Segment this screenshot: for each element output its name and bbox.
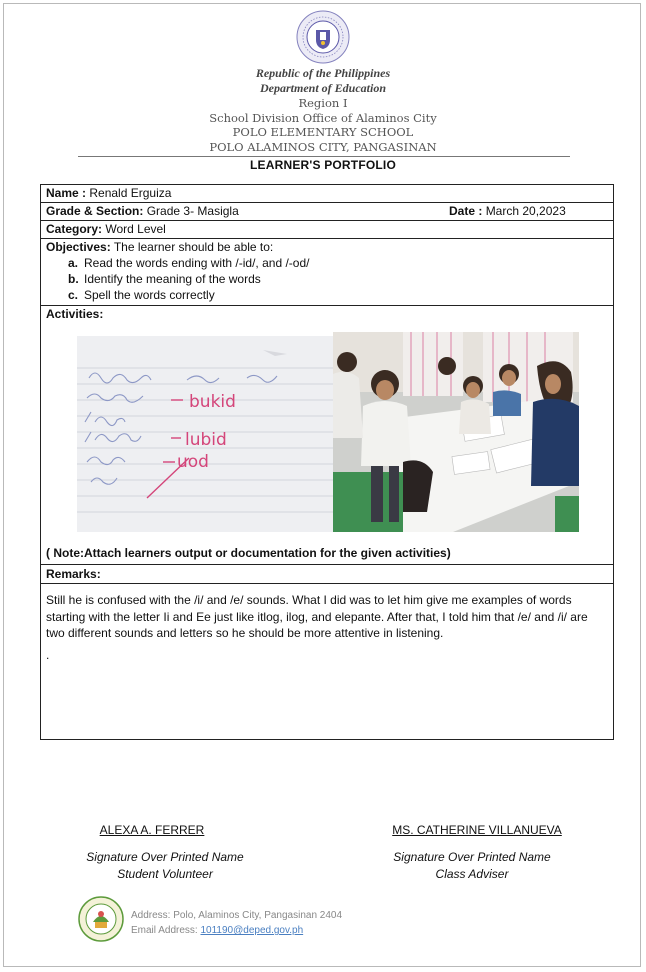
role-caption: Student Volunteer (117, 867, 213, 881)
objective-letter: b. (68, 272, 79, 286)
class-adviser-name: MS. CATHERINE VILLANUEVA (392, 823, 562, 837)
list-item (68, 255, 608, 271)
letterhead (0, 66, 646, 154)
email-label: Email Address: (131, 925, 198, 936)
category-label: Category: (46, 222, 103, 236)
objectives-row (41, 239, 613, 306)
name-label: Name : (46, 186, 87, 200)
category-row (41, 221, 613, 239)
list-item (68, 271, 608, 287)
worksheet-photo (77, 336, 333, 532)
category-value: Word Level (105, 222, 166, 236)
header-divider (78, 156, 570, 157)
role-caption: Class Adviser (435, 867, 509, 881)
email-link[interactable]: 101190@deped.gov.ph (200, 925, 304, 936)
objective-letter: a. (68, 256, 79, 270)
region-line: Region I (298, 96, 348, 110)
page-title: LEARNER'S PORTFOLIO (250, 158, 396, 172)
remarks-label: Remarks: (41, 565, 613, 584)
footer-email-line (131, 923, 342, 938)
signature-caption: Signature Over Printed Name (393, 850, 551, 864)
handwriting-word: uod (177, 452, 209, 472)
student-volunteer-name: ALEXA A. FERRER (99, 823, 205, 837)
grade-label: Grade & Section: (46, 204, 144, 218)
school-line: POLO ELEMENTARY SCHOOL (232, 125, 414, 139)
name-row (41, 185, 613, 203)
objective-letter: c. (68, 288, 79, 302)
activities-section (41, 306, 613, 565)
remarks-dot: . (46, 647, 50, 662)
name-value: Renald Erguiza (89, 186, 172, 200)
list-item (68, 287, 608, 303)
signature-left-caption (60, 849, 270, 883)
grade-date-row (41, 203, 613, 221)
portfolio-form (40, 184, 614, 740)
republic-line: Republic of the Philippines (255, 66, 391, 80)
department-line: Department of Education (259, 81, 386, 95)
grade-value: Grade 3- Masigla (146, 204, 239, 218)
objectives-label: Objectives: (46, 240, 111, 254)
date-field (449, 204, 566, 219)
address-line: POLO ALAMINOS CITY, PANGASINAN (209, 139, 437, 154)
footer-contact (131, 908, 342, 938)
school-logo (78, 896, 124, 942)
signature-left (70, 822, 234, 838)
classroom-photo (333, 332, 579, 532)
objective-text: Spell the words correctly (84, 288, 215, 302)
objectives-intro: The learner should be able to: (113, 240, 274, 254)
objective-text: Read the words ending with /-id/, and /-od/ (84, 256, 310, 270)
signature-caption: Signature Over Printed Name (86, 850, 244, 864)
handwriting-word: lubid (185, 430, 227, 450)
signature-right-caption (367, 849, 577, 883)
deped-seal-logo (296, 10, 350, 64)
division-line: School Division Office of Alaminos City (209, 110, 437, 125)
footer-address: Address: Polo, Alaminos City, Pangasinan 2404 (131, 910, 343, 921)
handwriting-word: bukid (189, 392, 236, 412)
date-label: Date : (449, 204, 483, 218)
remarks-text: Still he is confused with the /i/ and /e/ sounds. What I did was to let him give me examples of words starting with the letter Ii and Ee just like itlog, ilog, and elepante. After that, I told him that /e/ and /i/ are two different sounds and letters so he should be more attentive in listening. (46, 593, 588, 640)
date-value: March 20,2023 (485, 204, 566, 218)
activities-label: Activities: (46, 307, 104, 321)
objectives-list (46, 255, 608, 303)
signature-right (372, 822, 582, 838)
attachment-note: ( Note:Attach learners output or documentation for the given activities) (46, 546, 451, 560)
objective-text: Identify the meaning of the words (84, 272, 261, 286)
